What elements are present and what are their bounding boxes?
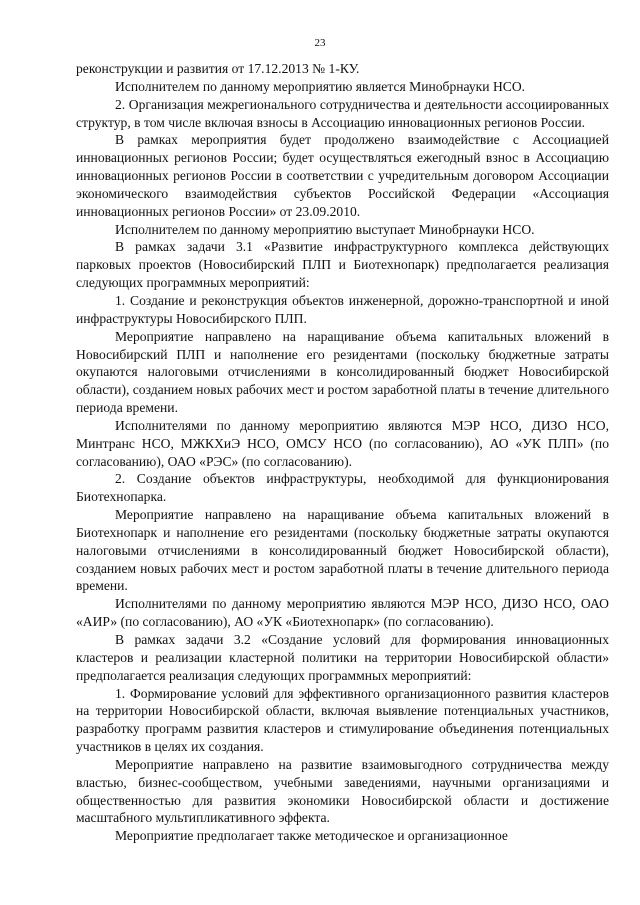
paragraph-11: Мероприятие направлено на наращивание объема капитальных вложений в Биотехнопарк и наполнение его резидентами (поскольку бюджетные затраты окупаются налоговыми отчислениями в консолидированный бюджет Новосибирской области), созданием новых рабочих мест и ростом заработной платы в течение длительного периода времени. xyxy=(76,507,609,594)
paragraph-7: 1. Создание и реконструкция объектов инженерной, дорожно-транспортной и иной инфраструктуры Новосибирского ПЛП. xyxy=(76,292,609,326)
paragraph-15: Мероприятие направлено на развитие взаимовыгодного сотрудничества между властью, бизнес-сообществом, учебными заведениями, научными организациями и общественностью для развития экономики Новосибирской области и достижение масштабного мультипликативного эффекта. xyxy=(76,756,609,826)
paragraph-5: Исполнителем по данному мероприятию выступает Минобрнауки НСО. xyxy=(115,221,535,237)
paragraph-2: Исполнителем по данному мероприятию является Минобрнауки НСО. xyxy=(115,78,526,94)
document-body xyxy=(76,60,609,845)
paragraph-10: 2. Создание объектов инфраструктуры, необходимой для функционирования Биотехнопарка. xyxy=(76,471,609,505)
paragraph-13: В рамках задачи 3.2 «Создание условий для формирования инновационных кластеров и реализации кластерной политики на территории Новосибирской области» предполагается реализация следующих программных мероприятий: xyxy=(76,632,609,683)
paragraph-3: 2. Организация межрегионального сотрудничества и деятельности ассоциированных структур, в том числе включая взносы в Ассоциацию инновационных регионов России. xyxy=(76,96,609,130)
paragraph-9: Исполнителями по данному мероприятию являются МЭР НСО, ДИЗО НСО, Минтранс НСО, МЖКХиЭ НСО, ОМСУ НСО (по согласованию), АО «УК ПЛП» (по согласованию), ОАО «РЭС» (по согласованию). xyxy=(76,417,609,469)
page-number: 23 xyxy=(314,37,326,49)
paragraph-6: В рамках задачи 3.1 «Развитие инфраструктурного комплекса действующих парковых проектов (Новосибирский ПЛП и Биотехнопарк) предполагается реализация следующих программных мероприятий: xyxy=(76,239,609,291)
paragraph-16: Мероприятие предполагает также методическое и организационное xyxy=(115,828,508,844)
paragraph-8: Мероприятие направлено на наращивание объема капитальных вложений в Новосибирский ПЛП и наполнение его резидентами (поскольку бюджетные затраты окупаются налоговыми отчислениями в консолидированный бюджет Новосибирской области), созданием новых рабочих мест и ростом заработной платы в течение длительного периода времени. xyxy=(76,328,609,416)
paragraph-12: Исполнителями по данному мероприятию являются МЭР НСО, ДИЗО НСО, ОАО «АИР» (по согласованию), АО «УК «Биотехнопарк» (по согласованию). xyxy=(76,596,609,630)
paragraph-4: В рамках мероприятия будет продолжено взаимодействие с Ассоциацией инновационных регионов России; будет осуществляться ежегодный взнос в Ассоциацию инновационных регионов России в соответствии с учредительным договором Ассоциации экономического взаимодействия субъектов Российской Федерации «Ассоциация инновационных регионов России» от 23.09.2010. xyxy=(76,132,609,219)
paragraph-1: реконструкции и развития от 17.12.2013 № 1-КУ. xyxy=(76,61,360,76)
paragraph-14: 1. Формирование условий для эффективного организационного развития кластеров на территории Новосибирской области, включая выявление потенциальных участников, разработку программ развития кластеров и стимулирование объединения потенциальных участников в целях их создания. xyxy=(76,685,609,755)
